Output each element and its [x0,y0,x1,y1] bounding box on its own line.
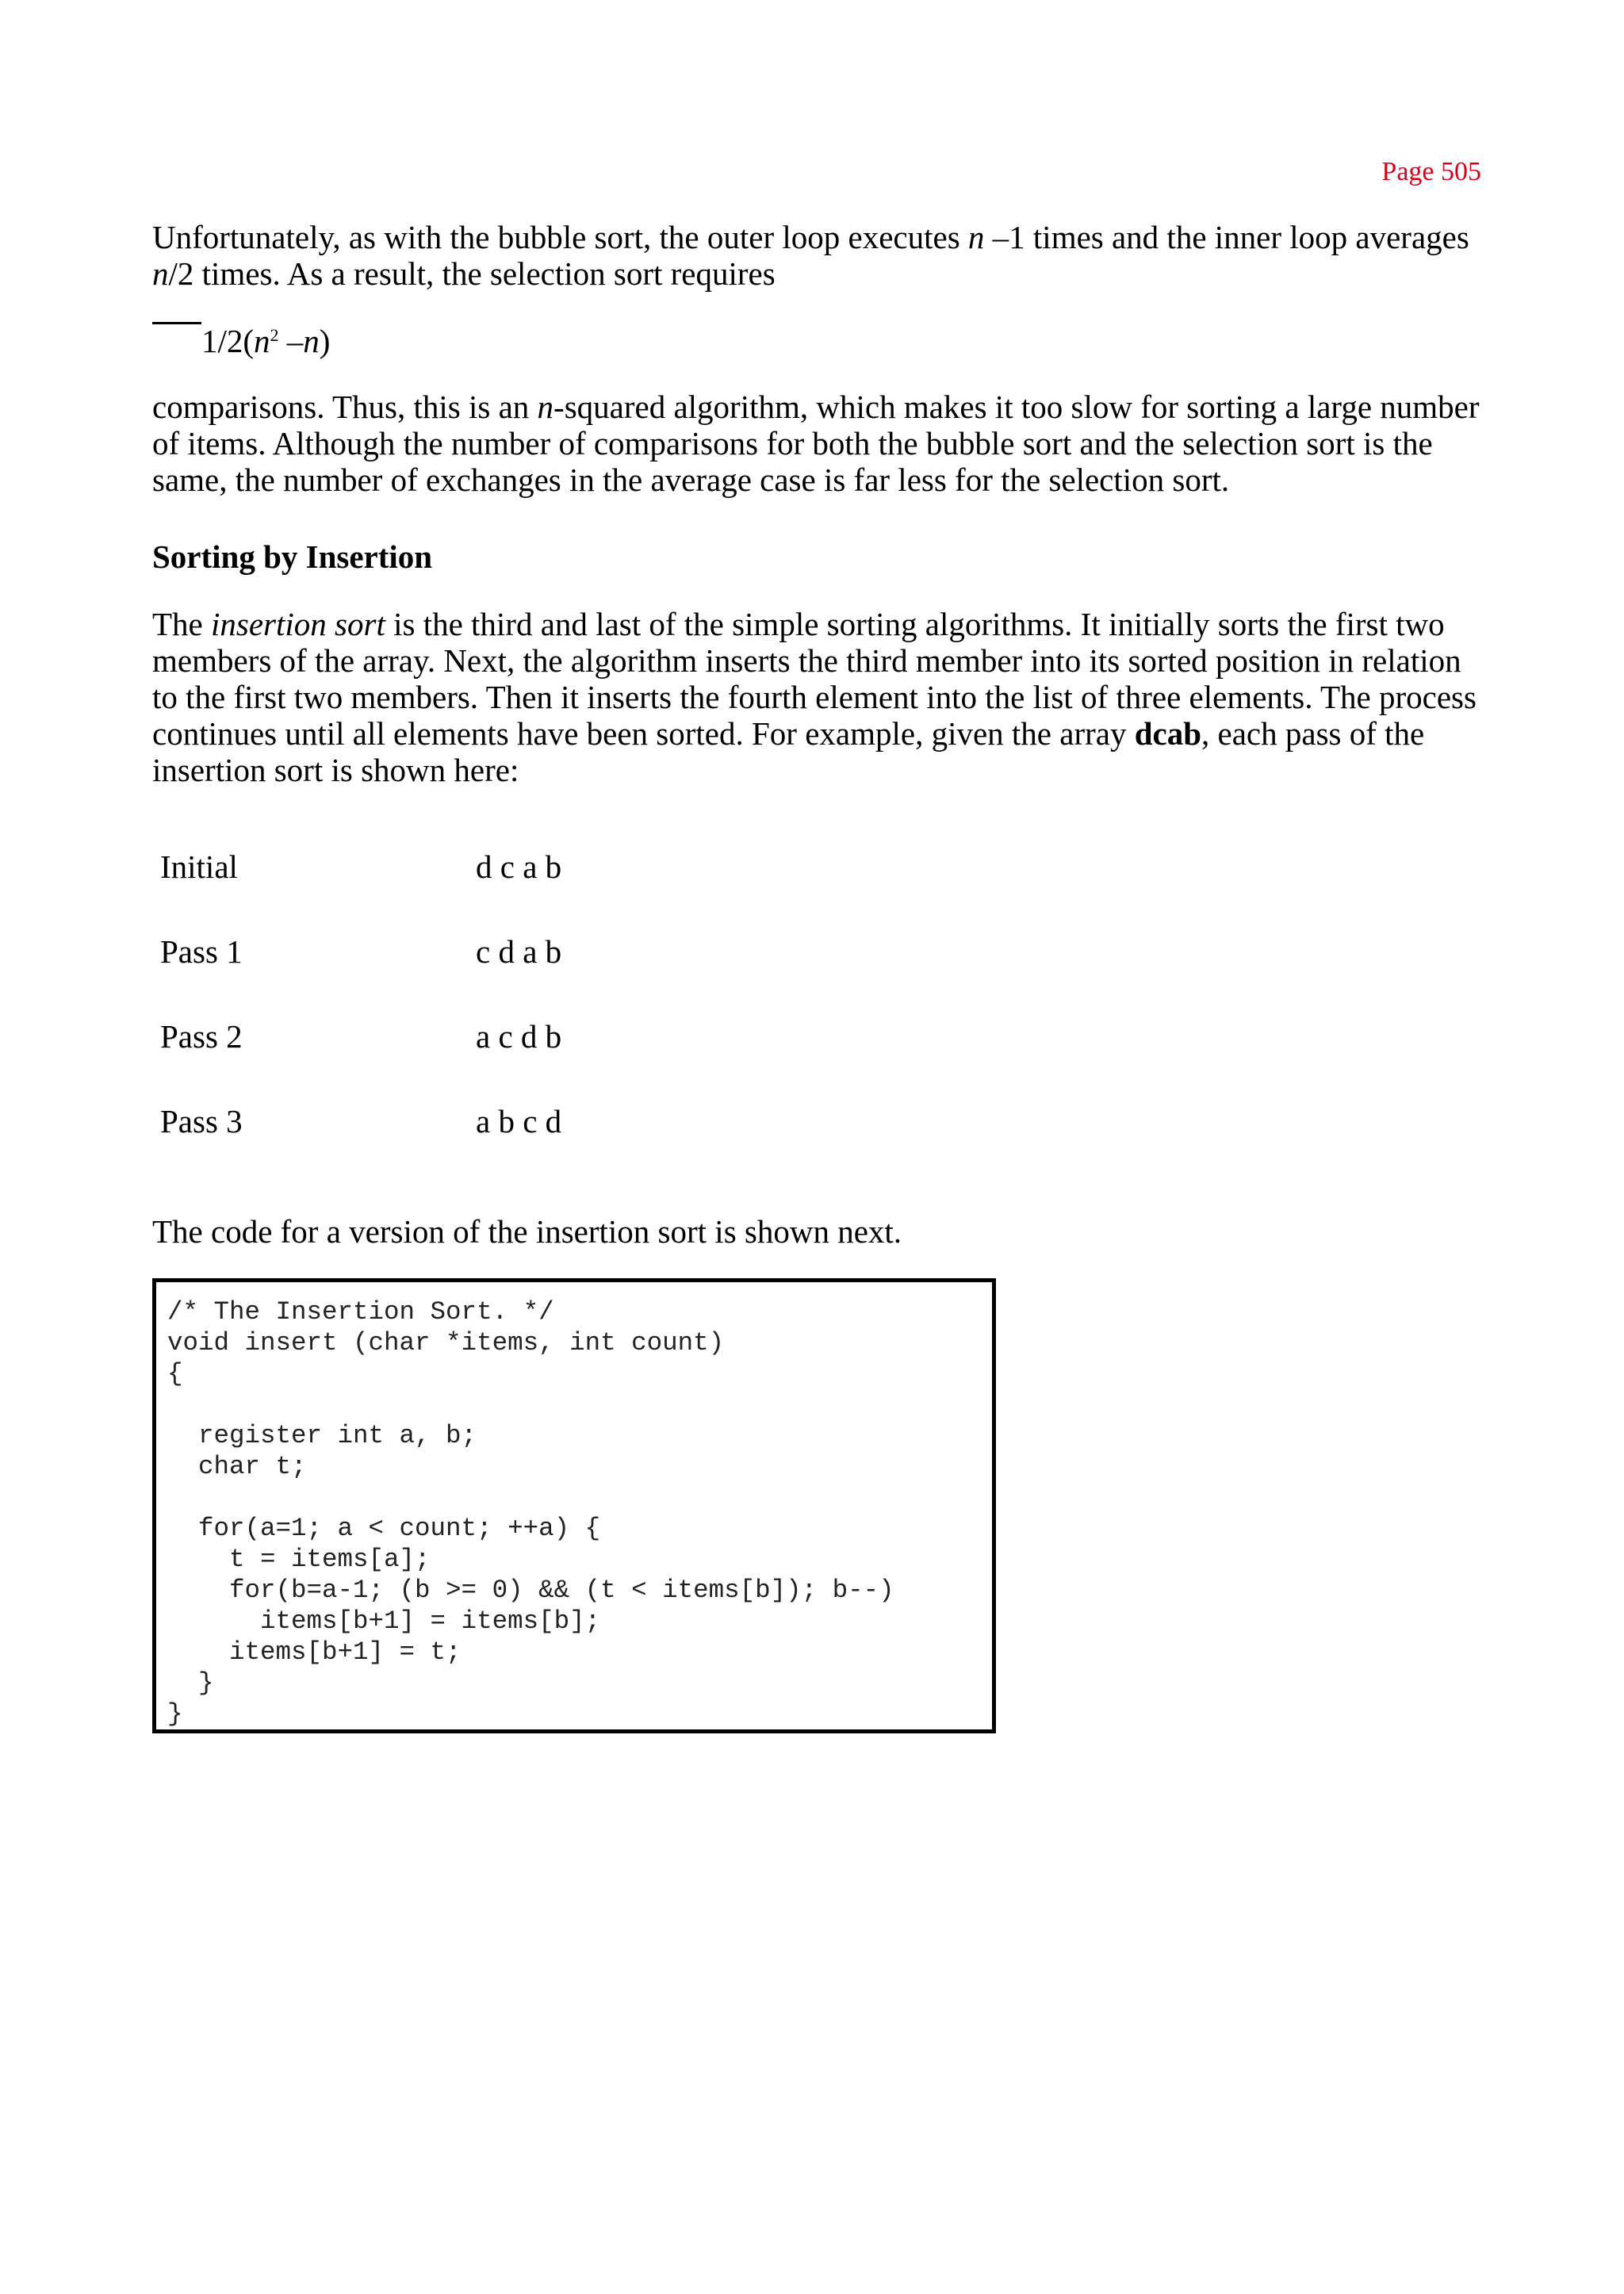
formula-minus: – [278,323,304,359]
formula-rule [152,322,201,324]
formula-exponent: 2 [270,325,279,345]
var-n: n [967,219,985,255]
var-n: n [254,323,270,359]
pass-value: a b c d [476,1103,562,1139]
section-heading: Sorting by Insertion [152,538,433,575]
text-segment: comparisons. Thus, this is an [152,389,538,425]
pass-label: Pass 3 [160,1103,243,1139]
pass-row [160,1103,715,1188]
formula-suffix: ) [319,323,331,359]
text-segment: , each pass of the insertion sort is shown here: [152,715,1425,788]
var-n: n [303,323,320,359]
paragraph-intro [152,219,1484,292]
text-segment: Unfortunately, as with the bubble sort, the outer loop executes [152,219,968,255]
text-segment: /2 times. As a result, the selection sort requires [168,255,776,292]
pass-row [160,933,715,1018]
pass-value: c d a b [476,933,562,970]
text-segment: The [152,606,211,642]
code-listing [152,1278,996,1733]
pass-row [160,848,715,933]
text-segment: -squared algorithm, which makes it too slow for sorting a large number of items. Although the number of comparisons for both the bubble sort and the selection sort is the same, the number of exchanges in the average case is far less for the selection sort. [152,389,1480,498]
text-segment: is the third and last of the simple sorting algorithms. It initially sorts the first two members of the array. Next, the algorithm inserts the third member into its sorted position in relation to the first two members. Then it inserts the fourth element into the list of three elements. The process continues until all elements have been sorted. For example, given the array [152,606,1477,752]
paragraph-insertion [152,606,1484,788]
text-segment: –1 times and the inner loop averages [984,219,1469,255]
pass-label: Initial [160,848,238,885]
term-insertion-sort: insertion sort [211,606,385,642]
var-n: n [152,255,169,292]
pass-label: Pass 1 [160,933,243,970]
var-n: n [537,389,554,425]
paragraph-comparisons [152,389,1484,498]
array-example: dcab [1134,715,1202,752]
pass-row [160,1018,715,1103]
page-number: Page 505 [1381,157,1481,186]
passes-table [160,848,715,1188]
paragraph-code-intro: The code for a version of the insertion sort is shown next. [152,1213,902,1250]
pass-label: Pass 2 [160,1018,243,1055]
pass-value: d c a b [476,848,562,885]
pass-value: a c d b [476,1018,562,1055]
formula-prefix: 1/2( [201,323,255,359]
code-text: /* The Insertion Sort. */ void insert (char *items, int count) { register int a, b; char t; for(a=1; a < count; ++a) { t = items[a]; for(b=a-1; (b >= 0) && (t < items[b]); b--) items[b+1] = items[b]; items[b+1] = t; } } [167,1297,894,1729]
comparison-formula [152,317,330,359]
